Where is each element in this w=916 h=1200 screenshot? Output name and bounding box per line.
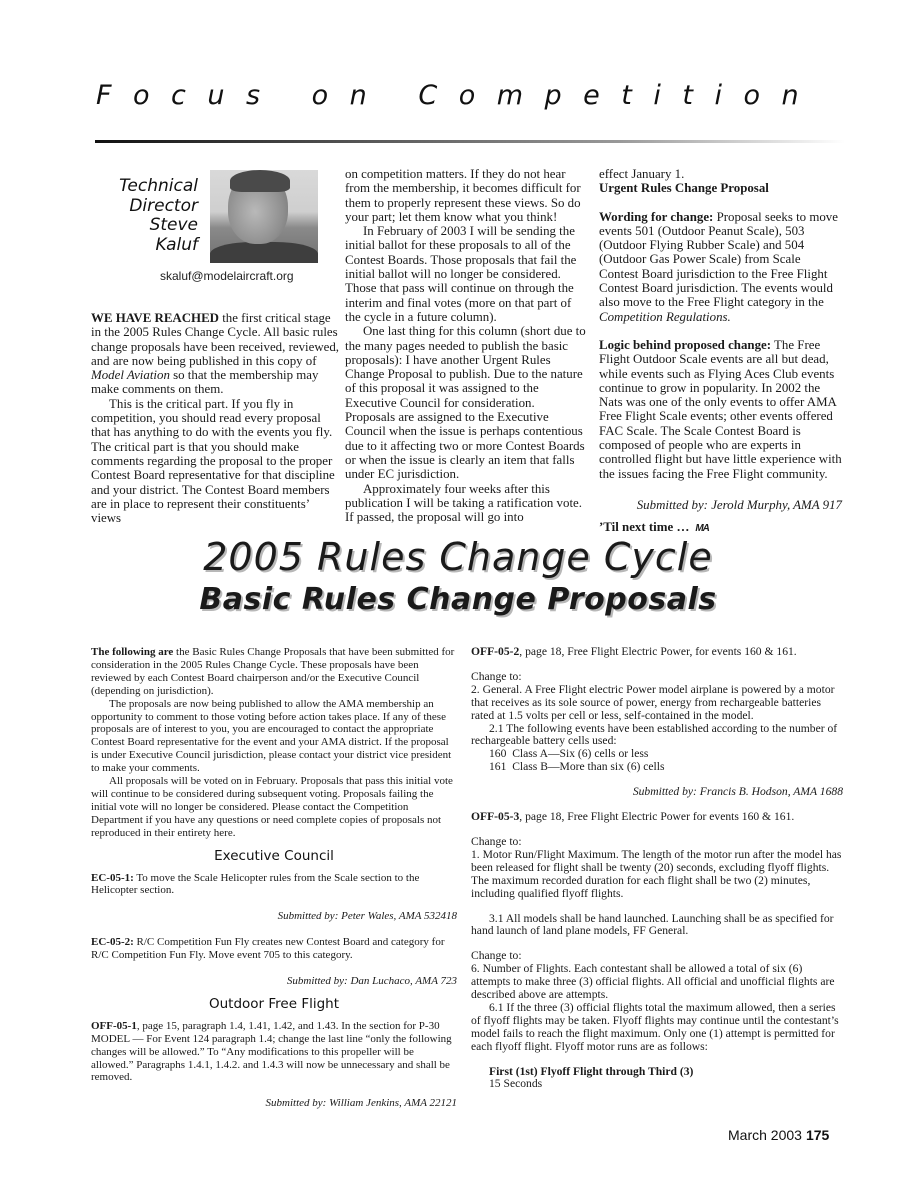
text: the Basic Rules Change Proposals that have been submitted for consideration in the 2005 Rules Change Cycle. These proposals have been reviewed by each Contest Board chairperson and/or the Executive Council (depending on jurisdiction). [91,646,455,697]
intro-paragraph [91,646,457,698]
paragraph: 2.1 The following events have been established according to the number of rechargeable battery cells used: [471,721,838,748]
paragraph [91,311,341,397]
author-title-line: Kaluf [155,234,198,255]
submitted-by: Submitted by: Jerold Murphy, AMA 917 [636,497,842,512]
proposals-column-1 [91,646,457,1110]
proposal-id: OFF-05-2 [471,645,520,658]
paragraph: One last thing for this column (short due to the many pages needed to publish the basic proposals): I have another Urgent Rules Change Proposal to publish. Due to the nature of this proposal it was assigned to the Executive Council for consideration. Proposals are assigned to the Executive Council when the issue is perhaps contentious due to it affecting two or more Contest Boards or when the issue is clearly an item that falls under EC jurisdiction. [345,324,586,482]
magazine-name: Model Aviation [91,368,170,383]
flyoff-heading-text: First (1st) Flyoff Flight through Third (3) [489,1064,694,1078]
executive-council-heading: Executive Council [214,847,334,864]
proposal-item [91,1020,457,1085]
proposal-id: EC-05-1: [91,871,134,884]
logic-paragraph [599,338,842,481]
text: To move the Scale Helicopter rules from the Scale section to the Helicopter section. [91,871,420,897]
text: , page 15, paragraph 1.4, 1.41, 1.42, and 1.43. In the section for P-30 MODEL — For Event 124 paragraph 1.4; change the last line “only the following changes will be allowed.” To “Any modifications to this propeller will be allowed.” Paragraphs 1.4.1, 1.4.2. and 1.4.3 will now be unnecessary and shall be removed. [91,1019,452,1084]
page-number: 175 [805,1127,830,1143]
intro-paragraph: The proposals are now being published to allow the AMA membership an opportunity to comment to those voting before action takes place. If any of these proposals are of interest to you, you are encouraged to contact the appropriate Contest Board representative for the event and your AMA district. If the proposal is under Executive Council jurisdiction, please contact your district vice president to make your comments. [91,697,452,775]
flyoff-value: 15 Seconds [489,1077,543,1091]
publication-name: Competition Regulations. [599,309,731,324]
proposal-item [91,872,457,898]
proposal-id: EC-05-2: [91,936,134,949]
paragraph: 1. Motor Run/Flight Maximum. The length of the motor run after the model has been released for flight shall be twenty (20) seconds, excluding flyoff flights. The maximum recorded duration for each flight shall be two (2) minutes, including qualified flyoff flights. [471,847,842,900]
intro-paragraph: All proposals will be voted on in February. Proposals that pass this initial vote will continue to be considered during subsequent voting. Proposals failing the initial vote will no longer be considered. Please contact the Competition Department if you have any questions or need complete copies of proposals not reproduced in their entirety here. [91,775,453,839]
column-header-title: Focus on Competition [96,80,821,111]
lead-in: The following are [91,646,174,658]
text: so that the membership may make comments on them. [91,368,319,397]
text: R/C Competition Fun Fly creates new Contest Board and category for R/C Competition Fun Fly. Move event 705 to this category. [91,936,445,962]
text: , page 18, Free Flight Electric Power, for events 160 & 161. [519,645,797,658]
photo-hair [230,170,290,192]
wording-paragraph [599,210,842,324]
lead-in: WE HAVE REACHED [91,311,219,325]
author-title-line: Steve [149,215,198,235]
proposal-item [471,811,843,824]
label: Wording for change: [599,209,714,224]
paragraph: This is the critical part. If you fly in competition, you should read every proposal that has anything to do with the events you fly. The critical part is that you should make comments regarding the proposal to the proper Contest Board representative for that discipline and your district. The Contest Board members are in place to represent their constituents’ views [91,396,335,526]
paragraph: effect January 1. [599,167,685,181]
author-email-link[interactable]: skaluf@modelaircraft.org [160,269,294,283]
author-photo [210,170,318,263]
article-column-1 [91,311,341,525]
label: Logic behind proposed change: [599,337,772,352]
outdoor-free-flight-heading: Outdoor Free Flight [208,995,340,1012]
photo-shirt [210,242,318,263]
paragraph: 3.1 All models shall be hand launched. Launching shall be as specified for hand launch of land plane models, FF General. [471,911,834,938]
text: , page 18, Free Flight Electric Power for events 160 & 161. [519,810,795,824]
page-footer [728,1127,829,1143]
class-item: 161 Class B—More than six (6) cells [489,760,665,774]
submitted-by: Submitted by: Peter Wales, AMA 532418 [277,910,457,923]
submitted-by: Submitted by: Dan Luchaco, AMA 723 [286,975,457,988]
proposal-item [471,646,843,659]
issue-date: March 2003 [728,1127,802,1143]
submitted-by: Submitted by: William Jenkins, AMA 22121 [265,1097,457,1110]
proposal-item [91,936,457,962]
author-block [90,170,340,290]
urgent-proposal-heading [599,181,842,195]
article-column-3 [599,167,842,537]
signoff-text: ’Til next time … [599,520,690,535]
author-title-line: Director [129,195,198,216]
text: The Free Flight Outdoor Scale events are all but dead, while events such as Flying Aces Club events continue to grow in popularity. In 2002 the Nats was one of the only events to offer AMA Free Flight Scale events; other events offered FAC Scale. The Scale Contest Board is composed of people who are experts in controlled flight but have little experience with the issues facing the Free Flight community. [599,337,842,481]
ma-logo-icon: MA [695,523,709,535]
proposals-column-2 [471,646,843,1091]
paragraph: on competition matters. If they do not hear from the membership, it becomes difficult for them to properly represent these views. So do your part; let them know what you think! [345,167,581,224]
paragraph: 2. General. A Free Flight electric Power model airplane is powered by a motor that receives as its sole source of power, energy from rechargeable batteries rated at 1.5 volts per cell or less, self-contained in the model. [471,682,835,722]
heading-text: Urgent Rules Change Proposal [599,181,769,196]
paragraph: 6.1 If the three (3) official flights total the maximum allowed, then a series of flyoff flights may be taken. Flyoff flights may continue until the contestant’s model fails to reach the flight maximum. Only one (1) attempt is permitted for each flyoff flight. Flyoff motor runs are as follows: [471,1000,839,1053]
section-subtitle: Basic Rules Change Proposals [199,582,717,617]
author-title [119,177,198,255]
author-title-line: Technical [119,176,198,196]
text: Proposal seeks to move events 501 (Outdoor Peanut Scale), 503 (Outdoor Flying Rubber Scale) and 504 (Outdoor Gas Power Scale) from Scale Contest Board jurisdiction to the Free Flight Contest Board jurisdiction. The events would also move to the Free Flight category in the [599,209,838,310]
proposal-id: OFF-05-1 [91,1019,137,1032]
section-title: 2005 Rules Change Cycle [203,535,713,579]
paragraph: In February of 2003 I will be sending the initial ballot for these proposals to all of the Contest Boards. Those proposals that fail the initial ballot will no longer be considered. Those that pass will continue on through the interim and final votes (more on that part of the cycle in a future column). [345,224,577,324]
change-to-label: Change to: [471,949,522,963]
paragraph: Approximately four weeks after this publication I will be taking a ratification vote. If passed, the proposal will go into [345,481,582,525]
change-to-label: Change to: [471,834,522,848]
article-column-2 [345,167,588,524]
change-to-label: Change to: [471,669,522,683]
text: the first critical stage in the 2005 Rules Change Cycle. All basic rules change proposals have been received, reviewed, and are now being published in this copy of [91,311,340,368]
proposal-id: OFF-05-3 [471,810,520,824]
submitted-by: Submitted by: Francis B. Hodson, AMA 1688 [632,785,843,799]
paragraph: 6. Number of Flights. Each contestant shall be allowed a total of six (6) attempts to make three (3) official flights. All official and unofficial flights are described above are attempts. [471,962,835,1002]
class-item: 160 Class A—Six (6) cells or less [489,747,649,761]
header-divider [95,140,845,143]
